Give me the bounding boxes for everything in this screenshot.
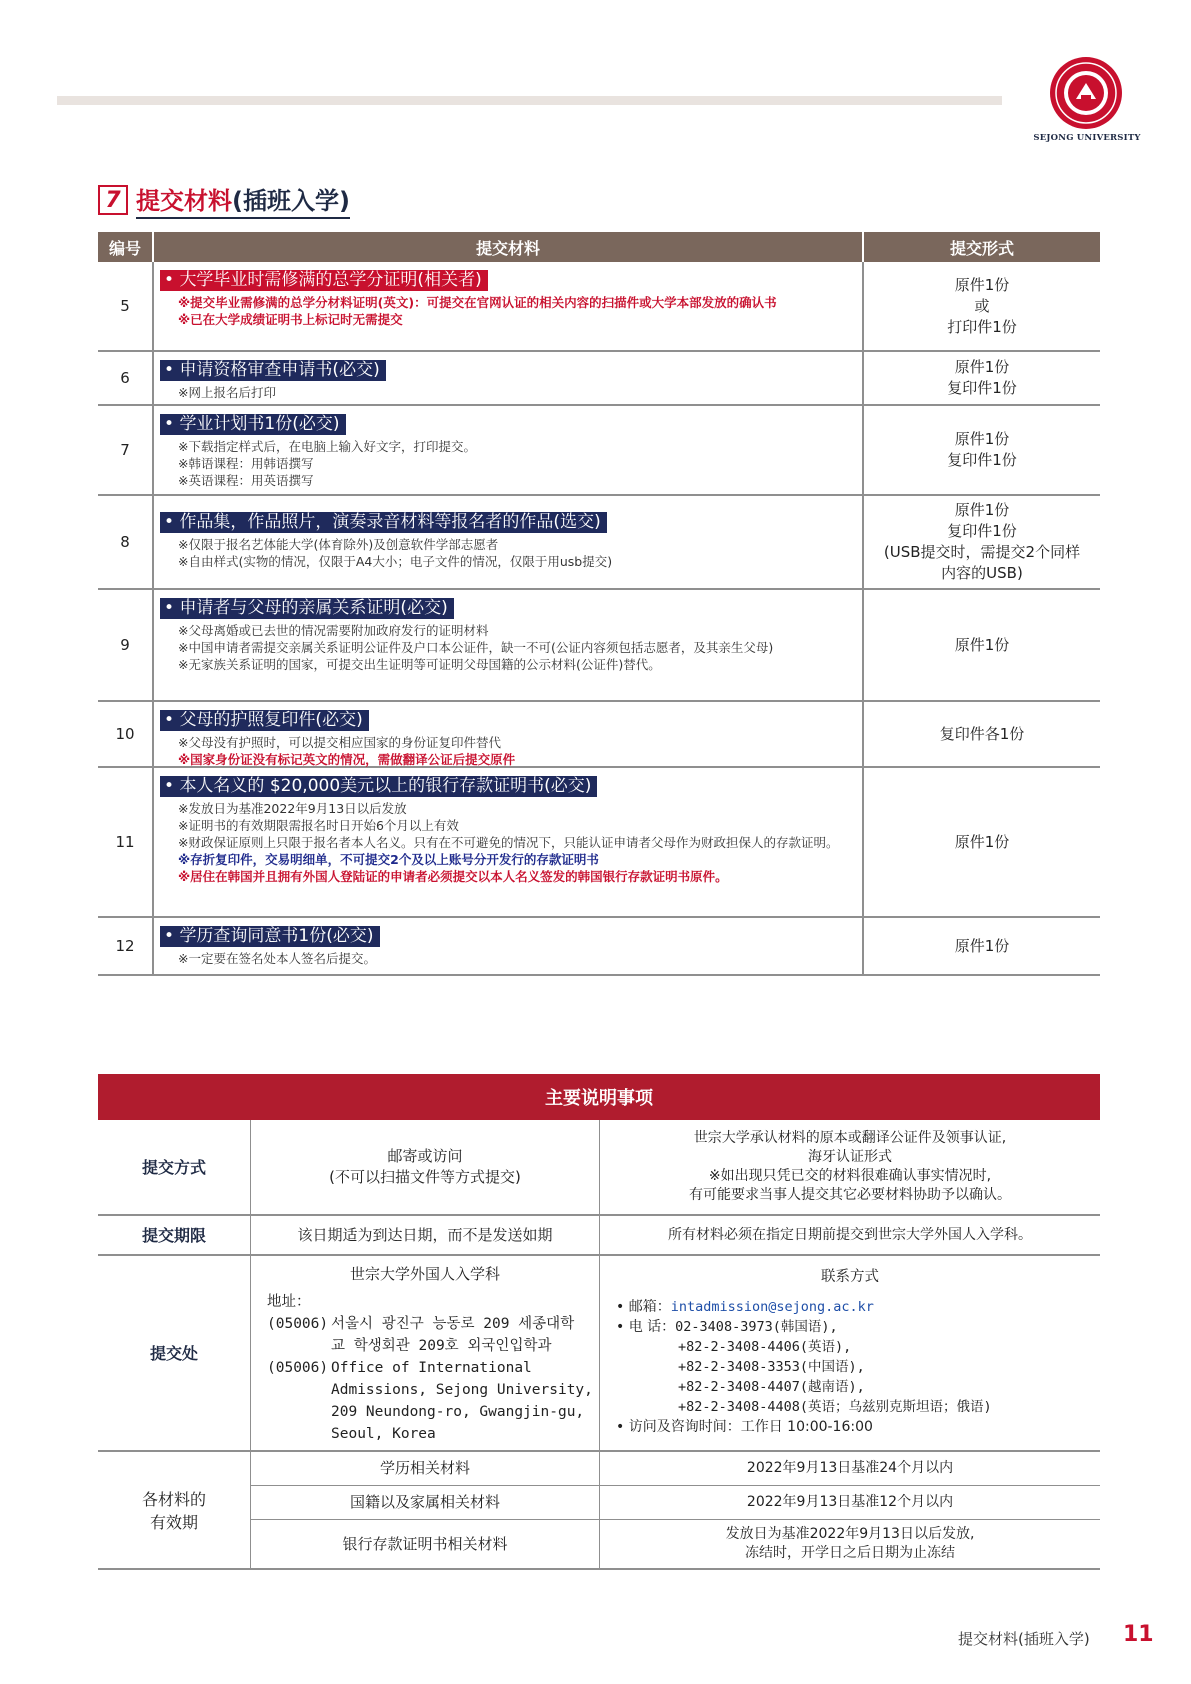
table-row <box>98 406 1100 496</box>
validity-row: 银行存款证明书相关材料 发放日为基准2022年9月13日以后发放, 冻结时，开学日之后日期为止冻结 <box>250 1520 1100 1570</box>
row-form: 原件1份 复印件1份 <box>947 358 1017 397</box>
header-material: 提交材料 <box>152 232 864 262</box>
table-row <box>98 702 1100 768</box>
material-title: • 申请资格审查申请书(必交) <box>160 360 386 381</box>
material-note: ※英语课程：用英语撰写 <box>178 473 314 488</box>
row-number: 12 <box>115 937 135 955</box>
material-note: ※已在大学成绩证明书上标记时无需提交 <box>178 312 403 327</box>
material-note: ※仅限于报名艺体能大学(体育除外)及创意软件学部志愿者 <box>178 537 499 552</box>
table-row <box>98 590 1100 702</box>
material-note: ※韩语课程：用韩语撰写 <box>178 456 314 471</box>
footer-section-label: 提交材料(插班入学) <box>958 1630 1090 1648</box>
row-number: 10 <box>115 725 135 743</box>
info-label: 提交处 <box>149 1343 198 1363</box>
validity-row: 学历相关材料 2022年9月13日基准24个月以内 <box>250 1452 1100 1486</box>
row-material <box>152 918 864 974</box>
logo-text: SEJONG UNIVERSITY <box>1033 133 1141 143</box>
info-table-header: 主要说明事项 <box>98 1074 1100 1120</box>
row-number: 9 <box>120 636 130 654</box>
info-row-deadline <box>98 1216 1100 1256</box>
material-title: • 作品集，作品照片，演奏录音材料等报名者的作品(选交) <box>160 512 607 533</box>
material-note: ※发放日为基准2022年9月13日以后发放 <box>178 801 407 816</box>
info-label: 各材料的 有效期 <box>98 1452 250 1570</box>
table-row <box>98 918 1100 976</box>
table-row <box>98 496 1100 590</box>
table-row <box>98 352 1100 406</box>
row-form: 原件1份 <box>954 635 1010 654</box>
material-note: ※国家身份证没有标记英文的情况，需做翻译公证后提交原件 <box>178 752 516 767</box>
info-right: 所有材料必须在指定日期前提交到世宗大学外国人入学科。 <box>668 1226 1032 1243</box>
row-number: 5 <box>120 297 130 315</box>
row-material <box>152 590 864 700</box>
contact-block: • 邮箱：intadmission@sejong.ac.kr • 电 话：02-3408-3973(韩国语), +82-2-3408-4406(英语), +82-2-3408-3353(中国语), +82-2-3408-4407(越南语), +82-2-3408-4408(英语；乌兹别克斯坦语；俄语) • 访问及咨询时间：工作日 10:00-16:00 <box>616 1299 992 1435</box>
row-material <box>152 496 864 588</box>
info-mid: 该日期适为到达日期，而不是发送如期 <box>250 1216 600 1254</box>
material-title: • 父母的护照复印件(必交) <box>160 710 369 731</box>
row-number: 7 <box>120 441 130 459</box>
row-form: 原件1份 <box>954 832 1010 851</box>
row-material <box>152 406 864 494</box>
email-link[interactable]: intadmission@sejong.ac.kr <box>670 1299 874 1315</box>
material-note: ※父母离婚或已去世的情况需要附加政府发行的证明材料 <box>178 623 489 638</box>
row-material <box>152 702 864 766</box>
material-note: ※提交毕业需修满的总学分材料证明(英文)：可提交在官网认证的相关内容的扫描件或大学本部发放的确认书 <box>178 295 777 310</box>
info-row-submit-place <box>98 1256 1100 1452</box>
row-material <box>152 768 864 916</box>
materials-table-header <box>98 232 1100 262</box>
section-title <box>98 184 350 216</box>
header-form: 提交形式 <box>949 238 1014 258</box>
info-label: 提交方式 <box>141 1157 206 1177</box>
info-row-submit-method <box>98 1120 1100 1216</box>
material-note: ※居住在韩国并且拥有外国人登陆证的申请者必须提交以本人名义签发的韩国银行存款证明书原件。 <box>178 869 728 884</box>
material-note: ※无家族关系证明的国家，可提交出生证明等可证明父母国籍的公示材料(公证件)替代。 <box>178 657 661 672</box>
header-number: 编号 <box>108 238 141 258</box>
row-form: 复印件各1份 <box>939 724 1025 743</box>
material-note: ※网上报名后打印 <box>178 385 276 400</box>
row-form: 原件1份 或 打印件1份 <box>947 275 1017 336</box>
info-row-validity <box>98 1452 1100 1570</box>
row-form: 原件1份 复印件1份 (USB提交时，需提交2个同样 内容的USB) <box>883 501 1081 582</box>
info-mid: 邮寄或访问 (不可以扫描文件等方式提交) <box>250 1120 600 1214</box>
page-number: 11 <box>1123 1622 1154 1647</box>
section-heading <box>136 181 350 219</box>
info-right: 联系方式 • 邮箱：intadmission@sejong.ac.kr • 电 话：02-3408-3973(韩国语), +82-2-3408-4406(英语), +82-2-3408-3353(中国语), +82-2-3408-4407(越南语), +82-2-3408-4408(英语；乌兹别克斯坦语；俄语) • 访问及咨询时间：工作日 10:00-16:00 <box>600 1256 1100 1450</box>
validity-row: 国籍以及家属相关材料 2022年9月13日基准12个月以内 <box>250 1486 1100 1520</box>
row-form: 原件1份 <box>954 936 1010 955</box>
info-label: 提交期限 <box>141 1225 206 1245</box>
section-title-main: 提交材料 <box>136 187 232 215</box>
material-title: • 学业计划书1份(必交) <box>160 414 346 435</box>
materials-table <box>98 232 1100 976</box>
row-material <box>152 262 864 350</box>
material-note: ※财政保证原则上只限于报名者本人名义。只有在不可避免的情况下，只能认证申请者父母作为财政担保人的存款证明。 <box>178 835 839 850</box>
info-mid: 世宗大学外国人入学科 地址： (05006) 서울시 광진구 능동로 209 세종대학 교 학생회관 209호 외국인입학과 (05006) Office of International Admissions, Sejong University, 209 Neundong-ro, Gwangjin-gu, Seoul, Korea <box>250 1256 600 1450</box>
material-note: ※父母没有护照时，可以提交相应国家的身份证复印件替代 <box>178 735 501 750</box>
top-divider-bar <box>57 96 1002 105</box>
row-number: 8 <box>120 533 130 551</box>
material-title: • 申请者与父母的亲属关系证明(必交) <box>160 598 454 619</box>
sejong-university-seal-icon <box>1048 55 1124 131</box>
material-note: ※下载指定样式后，在电脑上输入好文字，打印提交。 <box>178 439 476 454</box>
address-block: 地址： (05006) 서울시 광진구 능동로 209 세종대학 교 학생회관 209호 외국인입학과 (05006) Office of International Admissions, Sejong University, 209 Neundong-ro, Gwangjin-gu, Seoul, Korea <box>267 1294 593 1442</box>
row-number: 6 <box>120 369 130 387</box>
material-note: ※中国申请者需提交亲属关系证明公证件及户口本公证件，缺一不可(公证内容须包括志愿者，及其亲生父母) <box>178 640 774 655</box>
table-row <box>98 262 1100 352</box>
material-title: • 学历查询同意书1份(必交) <box>160 926 380 947</box>
info-table <box>98 1120 1100 1570</box>
section-number: 7 <box>98 185 128 215</box>
row-material <box>152 352 864 404</box>
row-number: 11 <box>115 833 135 851</box>
info-right: 世宗大学承认材料的原本或翻译公证件及领事认证, 海牙认证形式 ※如出现只凭已交的材料很难确认事实情况时, 有可能要求当事人提交其它必要材料协助予以确认。 <box>689 1130 1011 1203</box>
row-form: 原件1份 复印件1份 <box>947 430 1017 469</box>
material-title: • 本人名义的 $20,000美元以上的银行存款证明书(必交) <box>160 776 597 797</box>
section-title-sub: (插班入学) <box>232 187 350 215</box>
material-note: ※证明书的有效期限需报名时日开始6个月以上有效 <box>178 818 459 833</box>
table-row <box>98 768 1100 918</box>
material-note: ※一定要在签名处本人签名后提交。 <box>178 951 376 966</box>
material-note: ※自由样式(实物的情况，仅限于A4大小；电子文件的情况，仅限于用usb提交) <box>178 554 613 569</box>
material-title: • 大学毕业时需修满的总学分证明(相关者) <box>160 270 488 291</box>
material-note: ※存折复印件，交易明细单，不可提交2个及以上账号分开发行的存款证明书 <box>178 852 599 867</box>
